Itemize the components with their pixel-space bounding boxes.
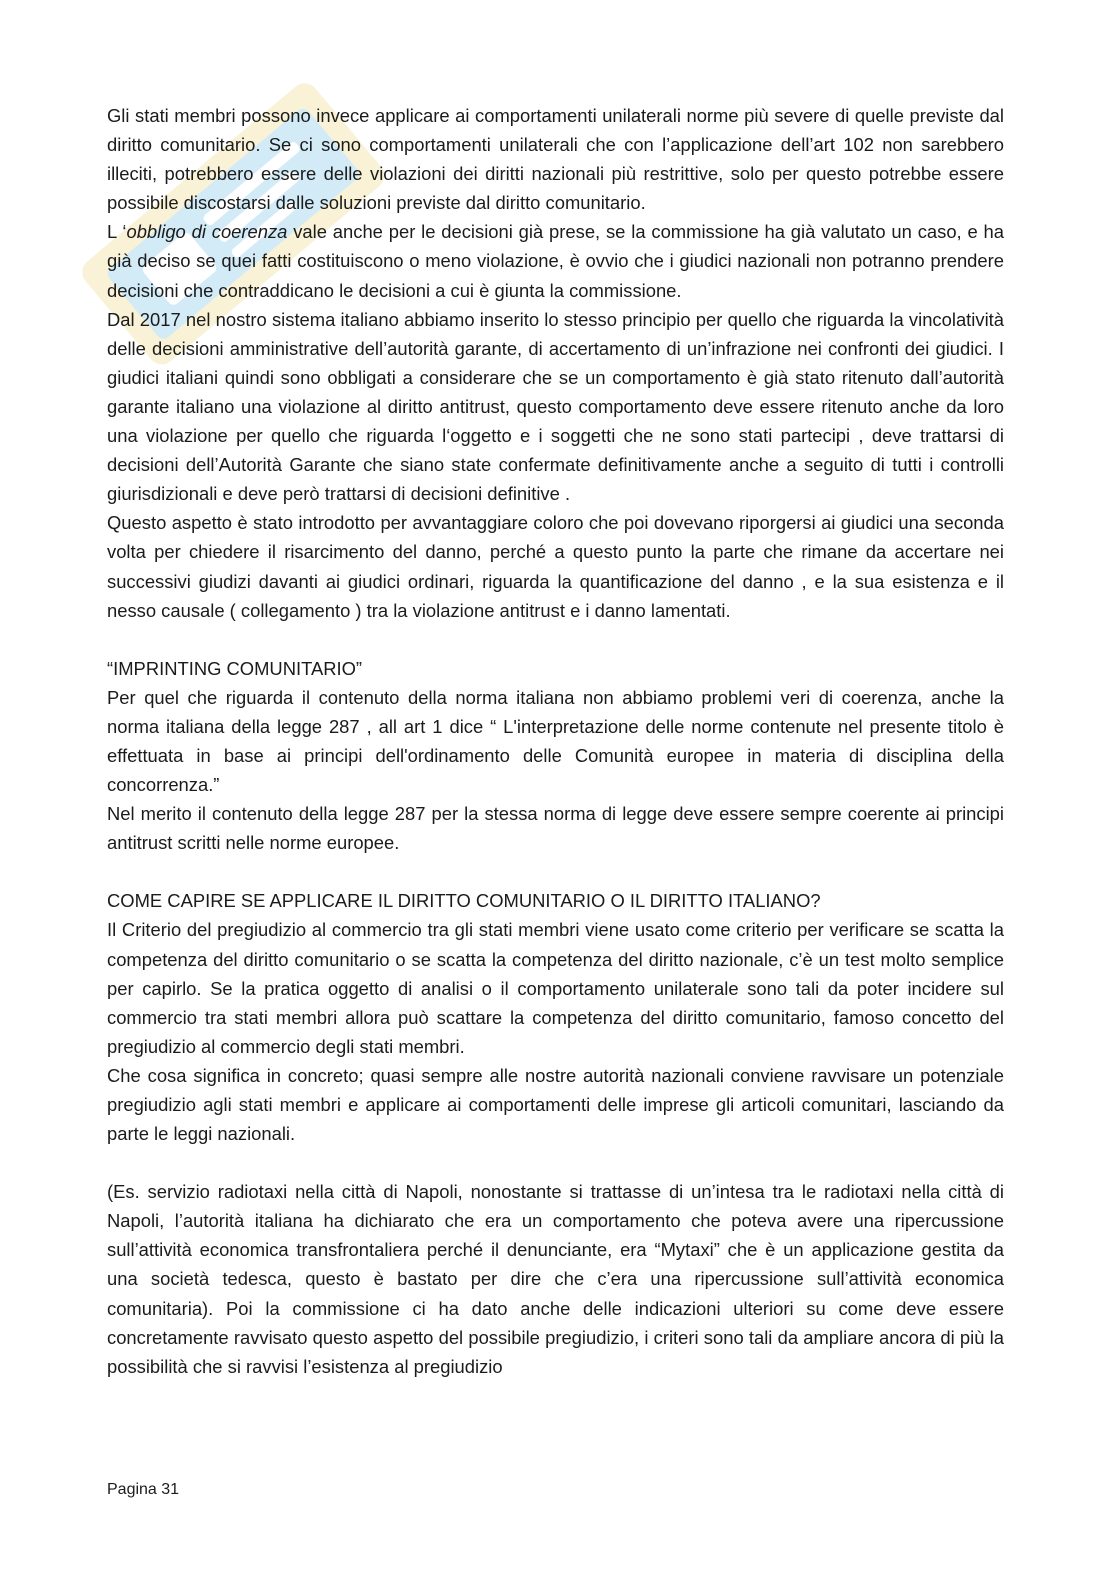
paragraph-2-prefix: L ‘ (107, 221, 127, 243)
spacer (107, 625, 1004, 654)
document-body (107, 101, 1004, 1381)
paragraph-4: Questo aspetto è stato introdotto per avvantaggiare coloro che poi dovevano riporgersi ai giudici una seconda volta per chiedere il risarcimento del danno, perché a questo punto la parte che rimane da accertare nei successivi giudizi davanti ai giudici ordinari, riguarda la quantificazione del danno , e la sua esistenza e il nesso causale ( collegamento ) tra la violazione antitrust e i danno lamentati. (107, 512, 1004, 621)
paragraph-7: Il Criterio del pregiudizio al commercio tra gli stati membri viene usato come criterio per verificare se scatta la competenza del diritto comunitario o se scatta la competenza del diritto nazionale, c’è un test molto semplice per capirlo. Se la pratica oggetto di analisi o il comportamento unilaterale sono tali da poter incidere sul commercio tra stati membri allora può scattare la competenza del diritto comunitario, famoso concetto del pregiudizio al commercio degli stati membri. (107, 919, 1004, 1057)
paragraph-1: Gli stati membri possono invece applicare ai comportamenti unilaterali norme più severe di quelle previste dal diritto comunitario. Se ci sono comportamenti unilaterali che con l’applicazione dell’art 102 non sarebbero illeciti, potrebbero essere delle violazioni dei diritti nazionali più restrittive, solo per questo potrebbe essere possibile discostarsi dalle soluzioni previste dal diritto comunitario. (107, 105, 1004, 214)
spacer (107, 1148, 1004, 1177)
section-heading-imprinting: “IMPRINTING COMUNITARIO” (107, 657, 363, 679)
paragraph-5: Per quel che riguarda il contenuto della norma italiana non abbiamo problemi veri di coerenza, anche la norma italiana della legge 287 , all art 1 dice “ L'interpretazione delle norme contenute nel presente titolo è effettuata in base ai principi dell'ordinamento delle Comunità europee in materia di disciplina della concorrenza.” (107, 686, 1004, 796)
section-heading-diritto: COME CAPIRE SE APPLICARE IL DIRITTO COMUNITARIO O IL DIRITTO ITALIANO? (107, 890, 821, 912)
paragraph-3: Dal 2017 nel nostro sistema italiano abbiamo inserito lo stesso principio per quello che riguarda la vincolatività delle decisioni amministrative dell’autorità garante, di accertamento di un’infrazione nei confronti dei giudici. I giudici italiani quindi sono obbligati a considerare che se un comportamento è già stato ritenuto dall’autorità garante italiano una violazione al diritto antitrust, questo comportamento deve essere ritenuto anche da loro una violazione per quello che riguarda l‘oggetto e i soggetti che ne sono stati partecipi , deve trattarsi di decisioni dell’Autorità Garante che siano state confermate definitivamente anche a seguito di tutti i controlli giurisdizionali e deve però trattarsi di decisioni definitive . (107, 308, 1004, 505)
paragraph-6: Nel merito il contenuto della legge 287 per la stessa norma di legge deve essere sempre coerente ai principi antitrust scritti nelle norme europee. (107, 803, 1004, 854)
page-number: Pagina 31 (107, 1481, 180, 1498)
paragraph-2-italic-term: obbligo di coerenza (126, 221, 288, 243)
paragraph-2 (107, 217, 1004, 304)
paragraph-9: (Es. servizio radiotaxi nella città di Napoli, nonostante si trattasse di un’intesa tra le radiotaxi nella città di Napoli, l’autorità italiana ha dichiarato che era un comportamento che poteva avere una ripercussione sull’attività economica transfrontaliera perché il denunciante, era “Mytaxi” che è un applicazione gestita da una società tedesca, questo è bastato per dire che c’era una ripercussione sull’attività economica comunitaria). Poi la commissione ci ha dato anche delle indicazioni ulteriori su come deve essere concretamente ravvisato questo aspetto del possibile pregiudizio, i criteri sono tali da ampliare ancora di più la possibilità che si ravvisi l’esistenza al pregiudizio (107, 1181, 1004, 1377)
paragraph-2-rest: vale anche per le decisioni già prese, se la commissione ha già valutato un caso, e ha già deciso se quei fatti costituiscono o meno violazione, è ovvio che i giudici nazionali non potranno prendere decisioni che contraddicano le decisioni a cui è giunta la commissione. (107, 221, 1004, 301)
paragraph-8: Che cosa significa in concreto; quasi sempre alle nostre autorità nazionali conviene ravvisare un potenziale pregiudizio agli stati membri e applicare ai comportamenti delle imprese gli articoli comunitari, lasciando da parte le leggi nazionali. (107, 1064, 1004, 1145)
spacer (107, 857, 1004, 886)
